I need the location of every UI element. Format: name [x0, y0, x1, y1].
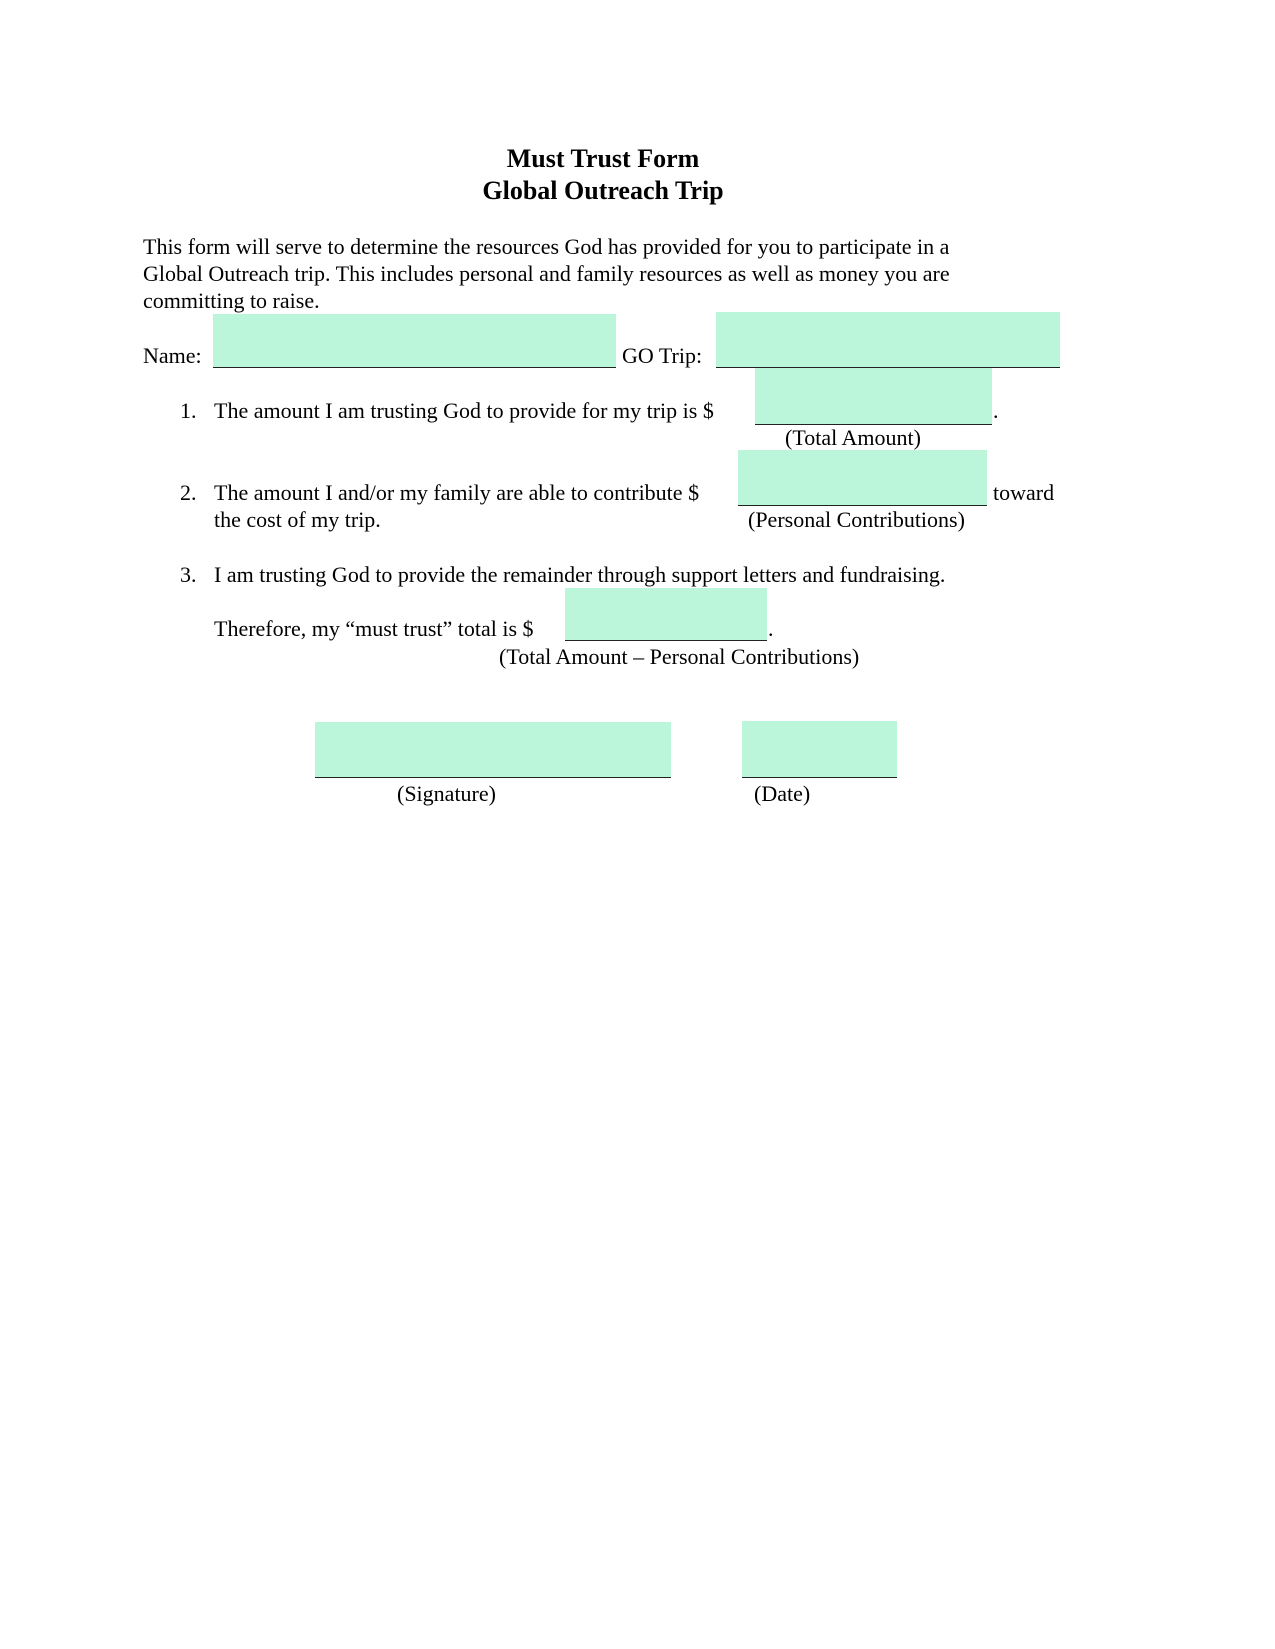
go-trip-label: GO Trip:	[622, 343, 703, 368]
name-label: Name:	[143, 343, 202, 368]
date-caption: (Date)	[754, 781, 811, 806]
signature-caption: (Signature)	[397, 781, 496, 806]
intro-line-1: This form will serve to determine the resources God has provided for you to participate in a	[143, 234, 950, 259]
personal-contributions-field[interactable]	[738, 450, 987, 506]
date-field[interactable]	[742, 721, 897, 778]
intro-line-2: Global Outreach trip. This includes personal and family resources as well as money you are	[143, 261, 950, 286]
go-trip-field[interactable]	[716, 312, 1060, 368]
therefore-period: .	[768, 616, 774, 641]
item-2-text: The amount I and/or my family are able to contribute $	[214, 480, 700, 505]
intro-line-3: committing to raise.	[143, 288, 320, 313]
must-trust-total-field[interactable]	[565, 588, 767, 641]
personal-contributions-caption: (Personal Contributions)	[748, 507, 965, 532]
name-field[interactable]	[213, 314, 616, 368]
item-1-number: 1.	[180, 398, 197, 423]
must-trust-caption: (Total Amount – Personal Contributions)	[499, 644, 860, 669]
signature-field[interactable]	[315, 722, 671, 778]
therefore-text: Therefore, my “must trust” total is $	[214, 616, 534, 641]
total-amount-field[interactable]	[755, 368, 992, 425]
item-3-number: 3.	[180, 562, 197, 587]
item-1-text: The amount I am trusting God to provide for my trip is $	[214, 398, 714, 423]
item-2-number: 2.	[180, 480, 197, 505]
item-2-line-2: the cost of my trip.	[214, 507, 381, 532]
item-2-toward: toward	[993, 480, 1055, 505]
form-title: Must Trust Form	[506, 144, 700, 173]
total-amount-caption: (Total Amount)	[785, 425, 921, 450]
item-1-period: .	[993, 398, 999, 423]
form-subtitle: Global Outreach Trip	[482, 176, 724, 205]
item-3-text: I am trusting God to provide the remainder through support letters and fundraising.	[214, 562, 946, 587]
